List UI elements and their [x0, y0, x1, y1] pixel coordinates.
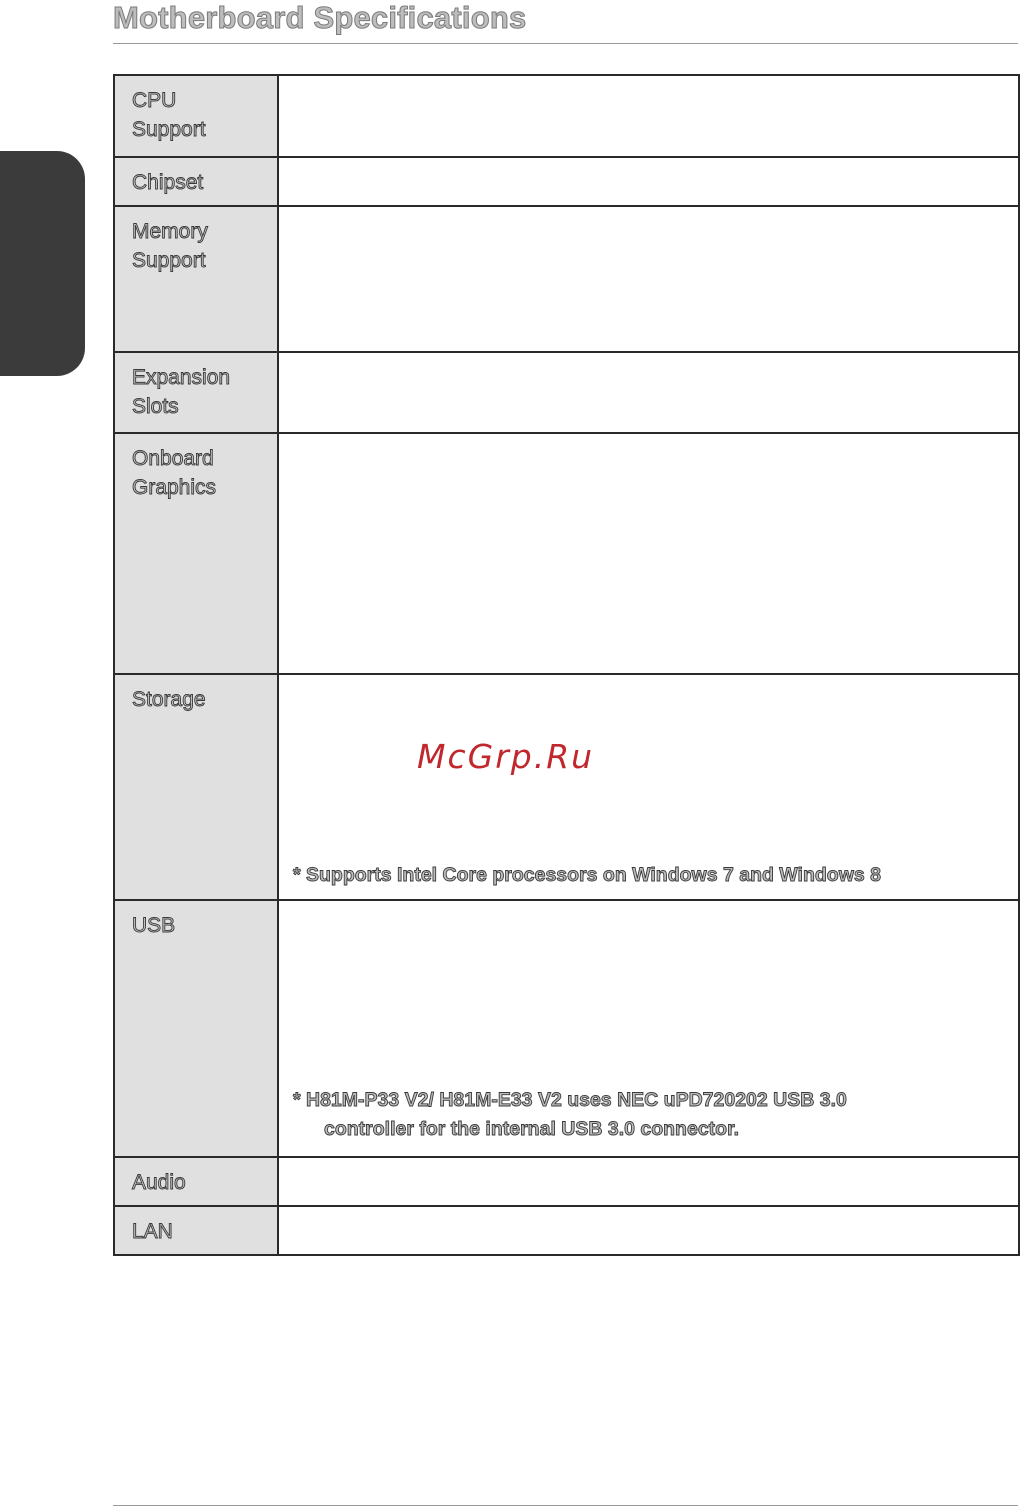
- spec-value-audio: [279, 1158, 1018, 1205]
- spec-row-chipset: [115, 158, 1018, 207]
- spec-value-memory-support: [279, 207, 1018, 351]
- spec-value-cpu-support: [279, 76, 1018, 156]
- label-line: Support: [132, 249, 206, 272]
- label-line: Support: [132, 118, 206, 141]
- spec-label-lan: [115, 1207, 279, 1254]
- label-line: USB: [132, 914, 176, 937]
- spec-value-usb: [279, 901, 1018, 1156]
- spec-row-cpu-support: [115, 76, 1018, 158]
- spec-label-storage: [115, 675, 279, 899]
- storage-footnote: * Supports Intel Core processors on Windows 7 and Windows 8: [293, 864, 881, 886]
- spec-value-lan: [279, 1207, 1018, 1254]
- spec-value-expansion-slots: [279, 353, 1018, 432]
- spec-label-cpu-support: [115, 76, 279, 156]
- label-line: Expansion: [132, 366, 231, 389]
- spec-label-chipset: [115, 158, 279, 205]
- spec-row-memory-support: [115, 207, 1018, 353]
- label-line: Storage: [132, 688, 206, 711]
- usb-footnote-line1: * H81M-P33 V2/ H81M-E33 V2 uses NEC uPD720202 USB 3.0: [293, 1089, 847, 1111]
- footer-divider: [113, 1505, 1018, 1506]
- spec-label-usb: [115, 901, 279, 1156]
- label-line: Graphics: [132, 476, 217, 499]
- label-line: LAN: [132, 1220, 173, 1243]
- spec-value-storage: [279, 675, 1018, 899]
- chapter-side-tab: [0, 151, 85, 376]
- label-line: Chipset: [132, 171, 204, 194]
- spec-label-expansion-slots: [115, 353, 279, 432]
- usb-footnote-line2: controller for the internal USB 3.0 connector.: [324, 1118, 739, 1140]
- page-title: Motherboard Specifications: [113, 0, 527, 35]
- spec-value-chipset: [279, 158, 1018, 205]
- spec-row-audio: [115, 1158, 1018, 1207]
- label-line: CPU: [132, 89, 177, 112]
- label-line: Memory: [132, 220, 208, 243]
- label-line: Audio: [132, 1171, 186, 1194]
- spec-row-storage: [115, 675, 1018, 901]
- watermark-text: McGrp.Ru: [417, 737, 595, 776]
- spec-row-lan: [115, 1207, 1018, 1254]
- spec-label-audio: [115, 1158, 279, 1205]
- spec-row-usb: [115, 901, 1018, 1158]
- spec-value-onboard-graphics: [279, 434, 1018, 673]
- spec-label-onboard-graphics: [115, 434, 279, 673]
- label-line: Onboard: [132, 447, 214, 470]
- spec-row-expansion-slots: [115, 353, 1018, 434]
- usb-footnote: [293, 1086, 847, 1144]
- label-line: Slots: [132, 395, 179, 418]
- spec-row-onboard-graphics: [115, 434, 1018, 675]
- title-divider: [113, 43, 1018, 44]
- spec-label-memory-support: [115, 207, 279, 351]
- spec-table: [113, 74, 1020, 1256]
